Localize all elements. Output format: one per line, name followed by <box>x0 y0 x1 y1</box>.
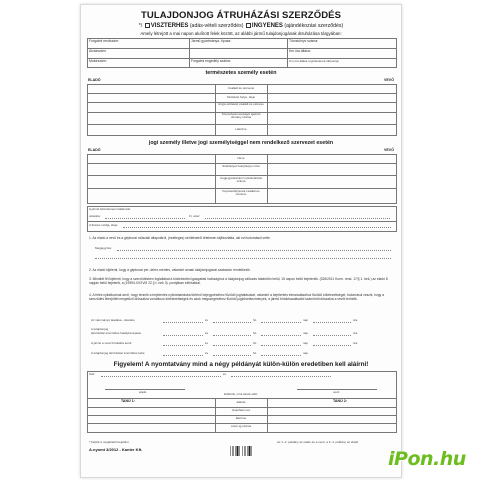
grid-divider <box>189 38 190 68</box>
day-suffix: nap <box>303 318 309 322</box>
grid-divider <box>87 423 397 424</box>
grid-divider <box>267 84 268 136</box>
grid-divider <box>87 221 397 222</box>
payment-method-field[interactable] <box>123 227 391 228</box>
grid-divider <box>87 58 397 59</box>
grid-divider <box>215 154 216 204</box>
buyer-signature-label: vevő <box>333 390 340 394</box>
price-in-words-field[interactable] <box>205 218 390 219</box>
handover-year-field[interactable] <box>163 322 203 323</box>
handover-row-1-label: Az vámmányé átadása - átvétele <box>91 318 135 322</box>
footnote-marker: */ <box>138 23 143 29</box>
possession-year-field[interactable] <box>163 345 203 346</box>
year-suffix: év <box>205 351 209 355</box>
price-label: vételára: <box>89 214 101 218</box>
watermark-logo: iPon.hu <box>388 448 466 470</box>
witness-address-label: lakcíme <box>235 416 247 420</box>
intro-text: Amely létrejött a mai napon alulírott felek között, az alábbi jármű tulajdonjogának átruházása tárgyában: <box>140 31 342 36</box>
day-suffix: nap <box>303 351 309 355</box>
grid-divider <box>87 93 397 94</box>
engine-number-field[interactable]: Motorszám: <box>89 59 107 63</box>
handover-month-field[interactable] <box>213 322 251 323</box>
contract-type-line <box>81 23 401 29</box>
place-field[interactable] <box>101 376 221 377</box>
option-free-note: (ajándékozási szerződés) <box>284 23 344 29</box>
possession-hour-field[interactable] <box>313 345 351 346</box>
grid-divider <box>267 154 268 204</box>
natural-address-label: Lakcíme <box>235 127 247 131</box>
registration-number-field[interactable]: Forgalmi rendszám: <box>89 39 119 43</box>
registration-certificate-field[interactable]: Forgalmi engedély száma: <box>191 59 231 63</box>
odometer-date-field[interactable]: Km óra állása rögzítésének időpontja: <box>289 59 340 63</box>
remark-field[interactable] <box>117 250 391 251</box>
form-code: A.nyomt 3/2012 - Kanter Kft. <box>89 447 143 452</box>
hour-suffix: óra <box>353 341 358 345</box>
effective-hour-field[interactable] <box>313 335 351 336</box>
natural-birth-label: Születési helye, ideje <box>226 95 256 99</box>
legal-person-heading: jogi személy illetve jogi személyiséggel nem rendelkező szervezet esetén <box>148 140 334 146</box>
payment-method-label: A fizetés módja, ideje: <box>89 223 119 227</box>
witness-2-label: TANÚ 2: <box>333 399 347 403</box>
year-suffix: év <box>205 318 209 322</box>
month-suffix: hó <box>253 331 257 335</box>
month-suffix: hó <box>253 341 257 345</box>
date-field[interactable] <box>231 376 331 377</box>
effective-year-field[interactable] <box>163 335 203 336</box>
seller-label: ELADÓ <box>88 78 101 82</box>
natural-id-label: Személyazonosságot igazoló okmány száma <box>221 112 261 119</box>
footnote: * Kérjük a megfelelőt bejelölni <box>89 440 129 444</box>
handover-row-4-label: A tulajdonjog átruházási szerződés kelte <box>91 351 145 355</box>
witness-signature-label: aláírás <box>236 400 246 404</box>
legal-name-label: Neve <box>237 156 245 160</box>
effective-day-field[interactable] <box>261 335 301 336</box>
grid-divider <box>87 48 397 49</box>
hour-suffix: óra <box>353 331 358 335</box>
witnesses-heading: Előttünk, mint tanúk előtt: <box>224 392 258 396</box>
date-year-suffix: év <box>223 372 227 376</box>
possession-month-field[interactable] <box>213 345 251 346</box>
option-free-label: INGYENES <box>251 23 283 29</box>
natural-mother-label: Anyja születési családi és utóneve <box>218 102 264 106</box>
option-onerous-label: VISZTERHES <box>150 23 189 29</box>
registry-book-field[interactable]: Törzskönyv száma: <box>289 39 319 43</box>
witness-1-label: TANÚ 1: <box>121 399 135 403</box>
grid-divider <box>287 38 288 68</box>
remark-label: Megjegyzés: <box>95 246 112 250</box>
handover-day-field[interactable] <box>261 322 301 323</box>
seller-signature-label: eladó <box>139 390 147 394</box>
legal-seat-label: Székhelyei/ telephelyei címe <box>222 164 260 168</box>
odometer-field[interactable]: Km óra állása: <box>289 49 311 53</box>
contract-month-field[interactable] <box>213 355 251 356</box>
grid-divider <box>87 124 397 125</box>
seller-label: ELADÓ <box>88 148 101 152</box>
effective-month-field[interactable] <box>213 335 251 336</box>
natural-person-heading: természetes személy esetén <box>205 70 277 76</box>
contract-day-field[interactable] <box>261 355 301 356</box>
clause-3: 3. Mindkét fél kijelenti, hogy a szerződésben foglaltakat a közlekedési igazgatási hatósághoz a tulajdonjog változás határidőn belül, 15 napon belül bejelentik. (326/2011 Korm. rend. 17/§ 1. bek.) az eladó 8 napján belül bejelenti, a (1999/LXXXVIII 22.§ f.-nek 3). pontjában előírtakkal. <box>89 277 388 286</box>
witness-name-label: olvasható név <box>231 408 251 412</box>
price-currency: Ft, azaz <box>189 214 200 218</box>
contract-year-field[interactable] <box>163 355 203 356</box>
barcode-image <box>230 446 254 456</box>
clause-1: 1. Az eladó a vevő és a gépkocsi műszaki állapotáról, (esetleges) sérüléseiről tételesen tájékoztatta, aki ezt tudomásul vette. <box>89 236 271 240</box>
vehicle-details-grid <box>87 38 397 68</box>
make-type-field[interactable]: Jármű gyártmánya, típusa: <box>191 39 232 43</box>
handover-hour-field[interactable] <box>313 322 351 323</box>
option-onerous-checkbox[interactable] <box>145 23 150 28</box>
month-suffix: hó <box>253 318 257 322</box>
grid-divider <box>87 407 397 408</box>
option-onerous-note: (adás-vételi szerződés) <box>189 23 244 29</box>
place-label: Kelt: <box>89 372 96 376</box>
option-free-checkbox[interactable] <box>246 23 251 28</box>
year-suffix: év <box>205 331 209 335</box>
price-field[interactable] <box>105 218 185 219</box>
clause-4: 4. A felek nyilatkoznak arról, hogy tennék a bejelentés nyilvántartásba történő bejegyzéséhez fűződő joghatásokat, valamint a bejelentés elmaradásához fűződő kötelezettséget, tudomásul veszik, hogy a szerződés létrejöttét megelőző időszakra vonatkozó kötelezettségek és azok megszegéséhez fűződő jogkövetkezmények, a jármű birtokbaadásától számított időszakra a vevőt terhelik. <box>89 293 385 302</box>
handover-row-3-label: A jármű a vevő birtokába kerül <box>91 341 132 345</box>
possession-day-field[interactable] <box>261 345 301 346</box>
natural-name-label: Családi és utónevei <box>227 86 255 90</box>
day-suffix: nap <box>303 341 309 345</box>
day-suffix: nap <box>303 331 309 335</box>
document-title: TULAJDONJOG ÁTRUHÁZÁSI SZERZŐDÉS <box>140 10 342 21</box>
witness-id-label: szem.ig.száma <box>230 424 251 428</box>
handover-row-2b-label: átruházási szerződés hatályba lépése <box>91 331 142 335</box>
payment-intro: A jármű kölcsönösen kialkudott <box>89 207 131 211</box>
year-suffix: év <box>205 341 209 345</box>
clause-2: 2. Az eladó kijelenti, hogy a gépkocsi per-,teher-mentes, valamint annak tulajdonjogával szabadon rendelkezik. <box>89 268 251 272</box>
legal-rep-label: Képviselő(k)ének családi és utóneve <box>222 189 260 196</box>
buyer-label: VEVŐ <box>384 148 394 152</box>
month-suffix: hó <box>253 351 257 355</box>
chassis-number-field[interactable]: Alvázszám: <box>89 49 107 53</box>
legal-regnum-label: Cégjegyzékszám/ nyilvántartási száma <box>219 176 263 183</box>
payment-box <box>87 206 397 232</box>
contract-sheet <box>80 4 402 478</box>
signature-warning: Figyelem! A nyomtatvány mind a négy példányát külön-külön eredetiben kell aláírni! <box>113 361 369 368</box>
handover-row-2a-label: A tulajdonjog <box>91 327 109 331</box>
buyer-label: VEVŐ <box>384 78 394 82</box>
hour-suffix: óra <box>353 318 358 322</box>
grid-divider <box>87 415 397 416</box>
copy-distribution-note: Az 1.-2. példány az eladó és a vevő, a 3.-4. példány az eladó <box>277 440 359 444</box>
grid-divider <box>215 84 216 136</box>
remark-field-2[interactable] <box>95 258 391 259</box>
